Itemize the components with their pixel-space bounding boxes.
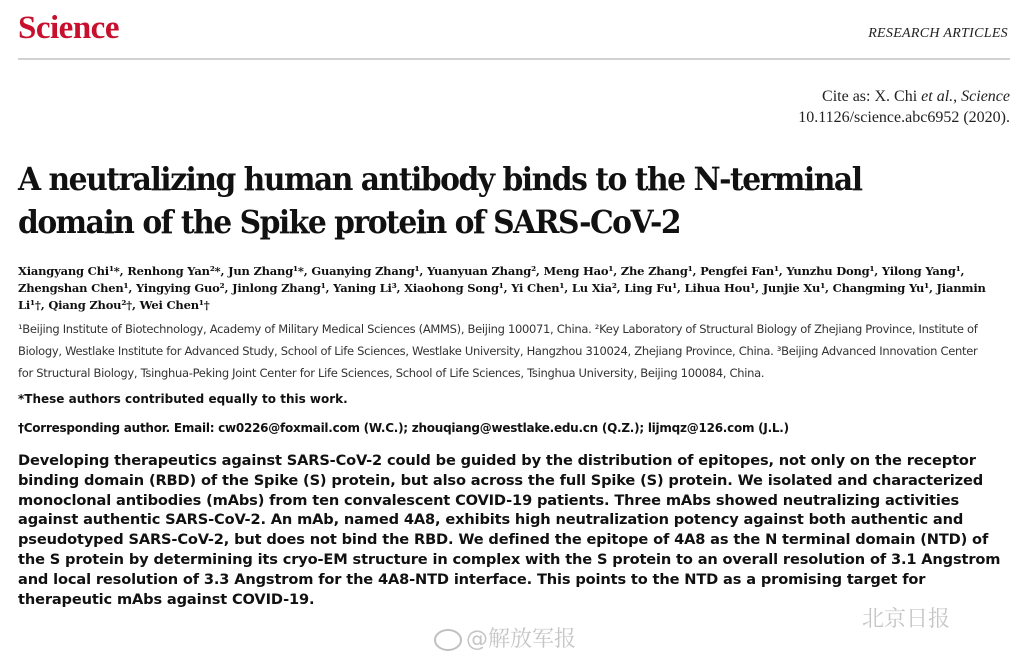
citation-doi: 10.1126/science.abc6952 (2020).	[798, 109, 1010, 126]
abstract: Developing therapeutics against SARS-CoV-2 could be guided by the distribution of epitopes, not only on the receptor binding domain (RBD) of the Spike (S) protein, but also across the full Spike (S) protein. We isolated and characterized monoclonal antibodies (mAbs) from ten convalescent COVID-19 patients. Three mAbs showed neutralizing activities against authentic SARS-CoV-2. An mAb, named 4A8, exhibits high neutralization potency against both authentic and pseudotyped SARS-CoV-2, but does not bind the RBD. We defined the epitope of 4A8 as the N terminal domain (NTD) of the S protein by determining its cryo-EM structure in complex with the S protein to an overall resolution of 3.1 Angstrom and local resolution of 3.3 Angstrom for the 4A8-NTD interface. This points to the NTD as a promising target for therapeutic mAbs against COVID-19.	[18, 452, 1001, 608]
citation	[798, 86, 1010, 128]
citation-etal: et al.	[921, 88, 954, 105]
citation-line-1	[798, 86, 1010, 107]
citation-prefix: Cite as: X. Chi	[822, 88, 922, 105]
journal-logo: Science	[18, 10, 119, 46]
header-divider	[18, 58, 1010, 60]
watermark-left-text: @解放军报	[466, 627, 577, 652]
watermark-right-text: 北京日报	[862, 607, 951, 632]
affiliations: ¹Beijing Institute of Biotechnology, Academy of Military Medical Sciences (AMMS), Beijing 100071, China. ²Key Laboratory of Structural Biology of Zhejiang Province, Institute of Biology, Westlake Institute for Advanced Study, School of Life Sciences, Westlake University, Hangzhou 310024, Zhejiang Province, China. ³Beijing Advanced Innovation Center for Structural Biology, Tsinghua-Peking Joint Center for Life Sciences, School of Life Sciences, Tsinghua University, Beijing 100084, China.	[18, 322, 978, 380]
citation-sep: ,	[953, 88, 962, 105]
weibo-icon	[434, 629, 462, 651]
citation-journal: Science	[961, 88, 1010, 105]
author-list: Xiangyang Chi¹*, Renhong Yan²*, Jun Zhang¹*, Guanying Zhang¹, Yuanyuan Zhang², Meng Hao¹, Zhe Zhang¹, Pengfei Fan¹, Yunzhu Dong¹, Yilong Yang¹, Zhengshan Chen¹, Yingying Guo², Jinlong Zhang¹, Yaning Li³, Xiaohong Song¹, Yi Chen¹, Lu Xia², Ling Fu¹, Lihua Hou¹, Junjie Xu¹, Changming Yu¹, Jianmin Li¹†, Qiang Zhou²†, Wei Chen¹†	[18, 264, 986, 312]
equal-contribution-note: *These authors contributed equally to this work.	[18, 392, 348, 406]
section-label: RESEARCH ARTICLES	[868, 26, 1008, 41]
article-title: A neutralizing human antibody binds to the N-terminal domain of the Spike protein of SARS-CoV-2	[18, 160, 862, 241]
watermark-left	[434, 622, 576, 653]
corresponding-author-note: †Corresponding author. Email: cw0226@foxmail.com (W.C.); zhouqiang@westlake.edu.cn (Q.Z.); lijmqz@126.com (J.L.)	[18, 421, 789, 435]
journal-header	[18, 8, 1010, 58]
